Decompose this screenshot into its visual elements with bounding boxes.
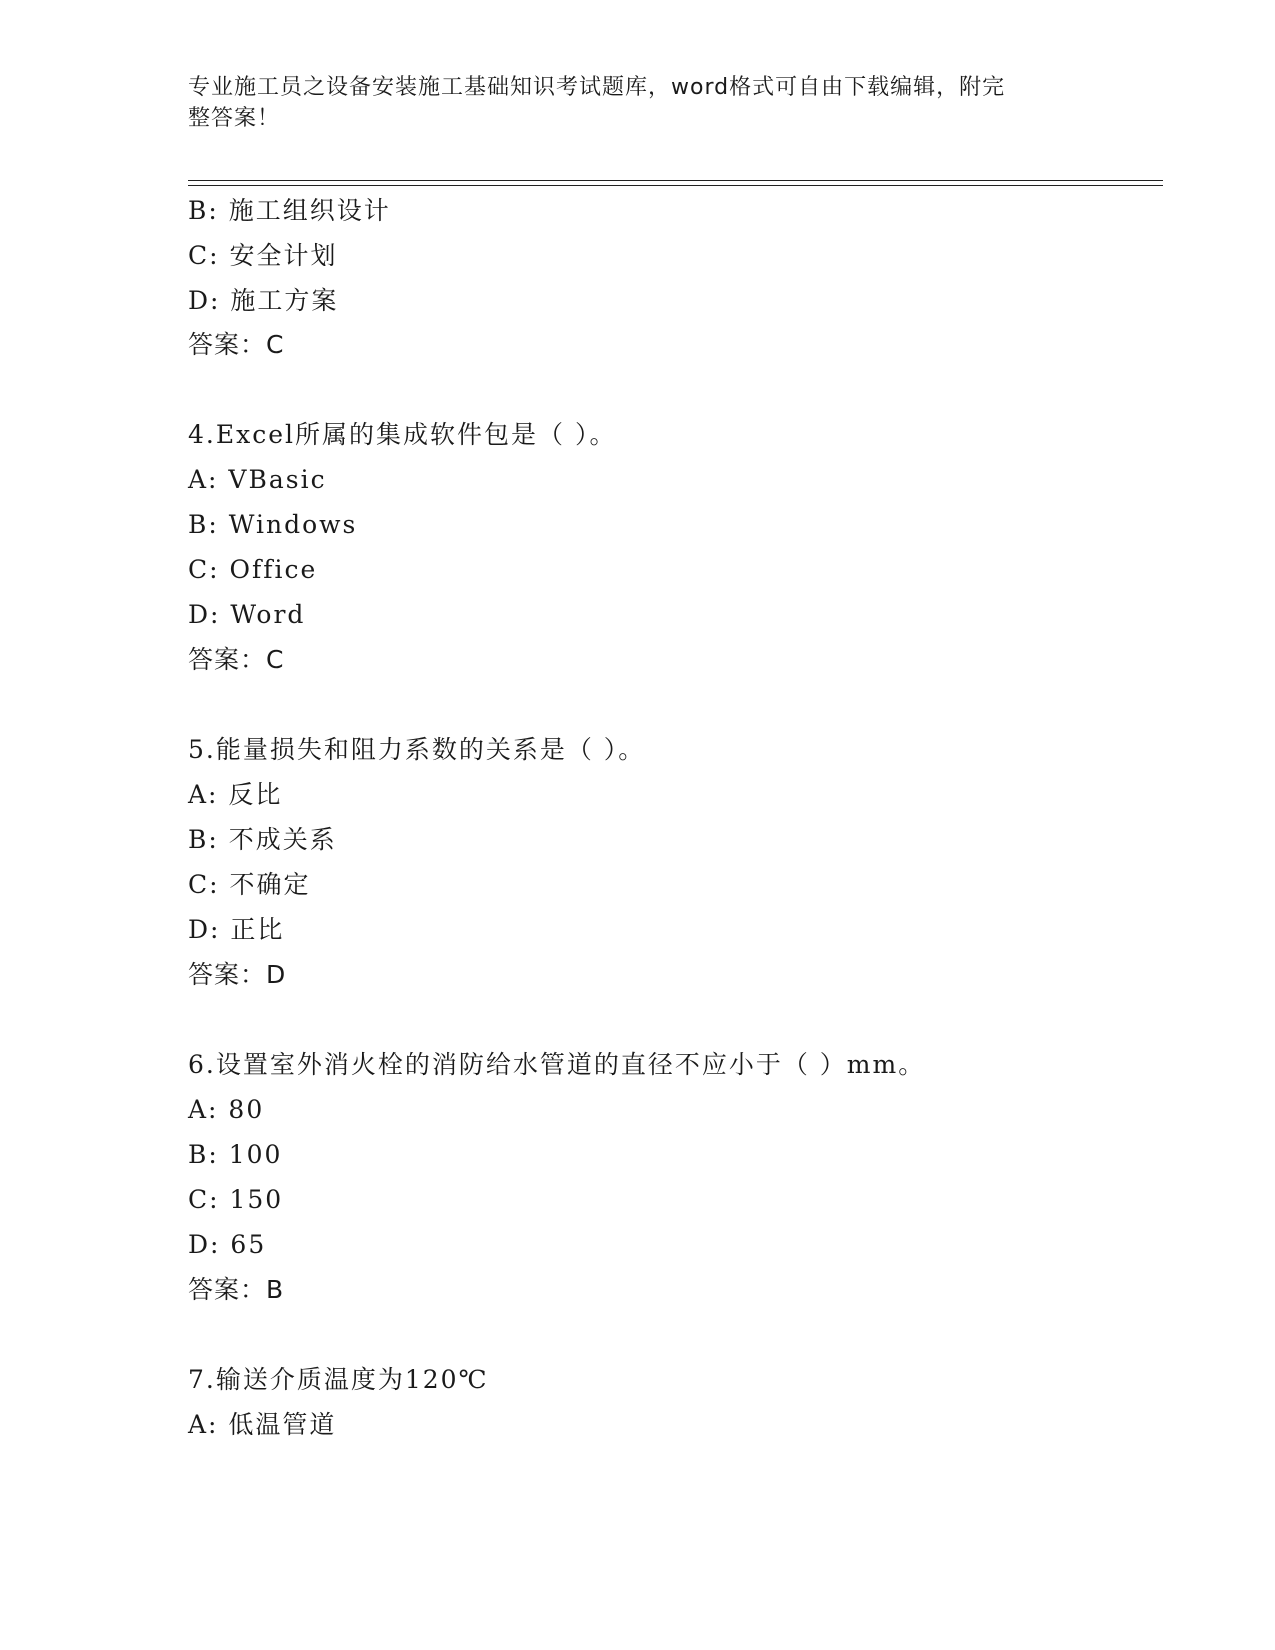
answer-line: 答案：B — [188, 1275, 285, 1304]
option-line: D: Word — [188, 600, 306, 629]
option-line: A: 80 — [188, 1095, 265, 1124]
header-rule-bottom — [188, 185, 1163, 186]
option-line: D: 施工方案 — [188, 286, 339, 315]
option-line: C: 150 — [188, 1185, 284, 1214]
option-line: A: 低温管道 — [188, 1410, 337, 1439]
document-header — [188, 72, 1088, 134]
question-text: 4.Excel所属的集成软件包是（ ）。 — [188, 420, 617, 449]
option-line: B: 不成关系 — [188, 825, 337, 854]
option-line: D: 65 — [188, 1230, 267, 1259]
option-line: C: 不确定 — [188, 870, 311, 899]
header-line-2: 整答案！ — [188, 106, 281, 131]
option-line: B: Windows — [188, 510, 358, 539]
header-rule-top — [188, 180, 1163, 181]
option-line: B: 100 — [188, 1140, 283, 1169]
option-line: A: 反比 — [188, 780, 283, 809]
option-line: C: 安全计划 — [188, 241, 338, 270]
option-line: C: Office — [188, 555, 318, 584]
question-text: 6.设置室外消火栓的消防给水管道的直径不应小于（ ）mm。 — [188, 1050, 926, 1079]
answer-line: 答案：C — [188, 645, 285, 674]
answer-line: 答案：C — [188, 330, 285, 359]
option-line: D: 正比 — [188, 915, 285, 944]
question-text: 7.输送介质温度为120℃ — [188, 1365, 489, 1394]
header-line-1: 专业施工员之设备安装施工基础知识考试题库，word格式可自由下载编辑，附完 — [188, 75, 1006, 100]
option-line: B: 施工组织设计 — [188, 196, 391, 225]
option-line: A: VBasic — [188, 465, 327, 494]
answer-line: 答案：D — [188, 960, 287, 989]
question-text: 5.能量损失和阻力系数的关系是（ ）。 — [188, 735, 646, 764]
